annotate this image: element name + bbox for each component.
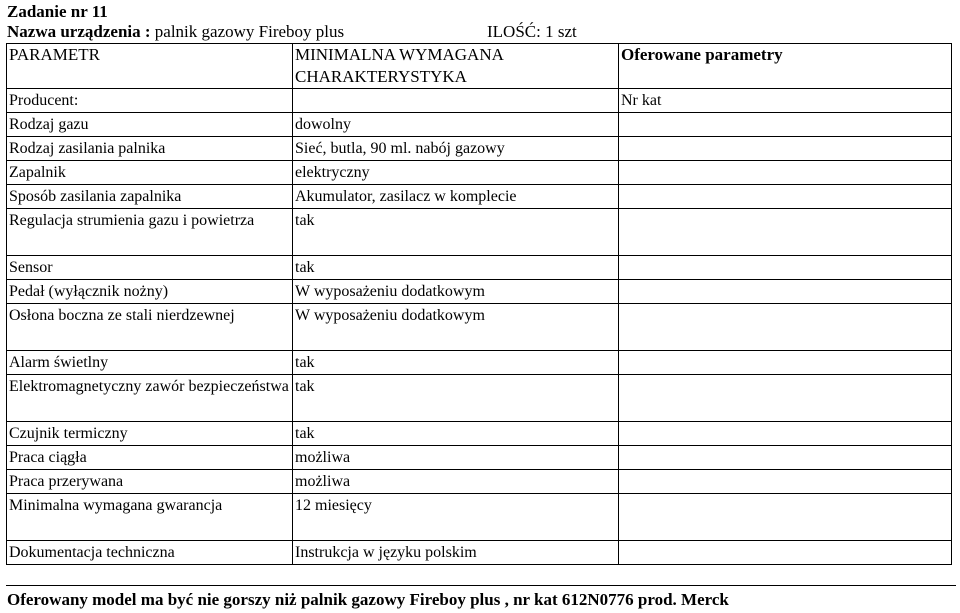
spec-table — [6, 43, 952, 565]
row-requirement: W wyposażeniu dodatkowym — [293, 304, 619, 351]
table-row — [7, 256, 952, 280]
row-offered — [619, 304, 952, 351]
table-row — [7, 304, 952, 351]
header-requirement: MINIMALNA WYMAGANA CHARAKTERYSTYKA — [293, 44, 619, 89]
table-row — [7, 89, 952, 113]
row-requirement: tak — [293, 351, 619, 375]
table-row — [7, 185, 952, 209]
row-parameter: Producent: — [7, 89, 293, 113]
row-offered — [619, 494, 952, 541]
row-requirement: dowolny — [293, 113, 619, 137]
table-row — [7, 375, 952, 422]
table-row — [7, 137, 952, 161]
row-offered — [619, 161, 952, 185]
row-parameter: Pedał (wyłącznik nożny) — [7, 280, 293, 304]
row-parameter: Zapalnik — [7, 161, 293, 185]
row-offered — [619, 541, 952, 565]
table-row — [7, 113, 952, 137]
table-row — [7, 280, 952, 304]
row-offered — [619, 113, 952, 137]
row-parameter: Regulacja strumienia gazu i powietrza — [7, 209, 293, 256]
row-requirement: W wyposażeniu dodatkowym — [293, 280, 619, 304]
row-requirement: Instrukcja w języku polskim — [293, 541, 619, 565]
document-title: Zadanie nr 11 — [7, 2, 108, 21]
row-parameter: Minimalna wymagana gwarancja — [7, 494, 293, 541]
row-requirement: tak — [293, 422, 619, 446]
table-row — [7, 541, 952, 565]
row-offered — [619, 375, 952, 422]
row-parameter: Czujnik termiczny — [7, 422, 293, 446]
table-body — [7, 89, 952, 565]
row-parameter: Sposób zasilania zapalnika — [7, 185, 293, 209]
row-parameter: Praca przerywana — [7, 470, 293, 494]
device-label: Nazwa urządzenia : — [7, 22, 151, 41]
row-offered — [619, 137, 952, 161]
row-offered — [619, 280, 952, 304]
row-offered: Nr kat — [619, 89, 952, 113]
row-requirement — [293, 89, 619, 113]
header-parameter: PARAMETR — [7, 44, 293, 89]
row-parameter: Sensor — [7, 256, 293, 280]
quantity: ILOŚĆ: 1 szt — [487, 22, 577, 41]
row-offered — [619, 256, 952, 280]
row-parameter: Rodzaj zasilania palnika — [7, 137, 293, 161]
row-parameter: Osłona boczna ze stali nierdzewnej — [7, 304, 293, 351]
row-requirement: możliwa — [293, 470, 619, 494]
row-requirement: 12 miesięcy — [293, 494, 619, 541]
row-parameter: Praca ciągła — [7, 446, 293, 470]
row-parameter: Rodzaj gazu — [7, 113, 293, 137]
row-parameter: Elektromagnetyczny zawór bezpieczeństwa — [7, 375, 293, 422]
table-row — [7, 209, 952, 256]
table-row — [7, 351, 952, 375]
row-offered — [619, 446, 952, 470]
row-requirement: elektryczny — [293, 161, 619, 185]
table-row — [7, 422, 952, 446]
table-row — [7, 494, 952, 541]
footer-divider — [6, 585, 956, 586]
row-requirement: możliwa — [293, 446, 619, 470]
row-parameter: Alarm świetlny — [7, 351, 293, 375]
row-offered — [619, 470, 952, 494]
row-requirement: Sieć, butla, 90 ml. nabój gazowy — [293, 137, 619, 161]
row-offered — [619, 185, 952, 209]
row-requirement: tak — [293, 209, 619, 256]
table-row — [7, 161, 952, 185]
footer-note: Oferowany model ma być nie gorszy niż palnik gazowy Fireboy plus , nr kat 612N0776 prod. Merck — [7, 590, 729, 609]
table-header-row — [7, 44, 952, 89]
row-requirement: tak — [293, 256, 619, 280]
device-line — [7, 22, 577, 42]
row-offered — [619, 351, 952, 375]
row-parameter: Dokumentacja techniczna — [7, 541, 293, 565]
row-requirement: tak — [293, 375, 619, 422]
table-row — [7, 470, 952, 494]
row-offered — [619, 209, 952, 256]
header-offered: Oferowane parametry — [619, 44, 952, 89]
row-requirement: Akumulator, zasilacz w komplecie — [293, 185, 619, 209]
table-row — [7, 446, 952, 470]
row-offered — [619, 422, 952, 446]
device-name: palnik gazowy Fireboy plus — [154, 22, 345, 41]
